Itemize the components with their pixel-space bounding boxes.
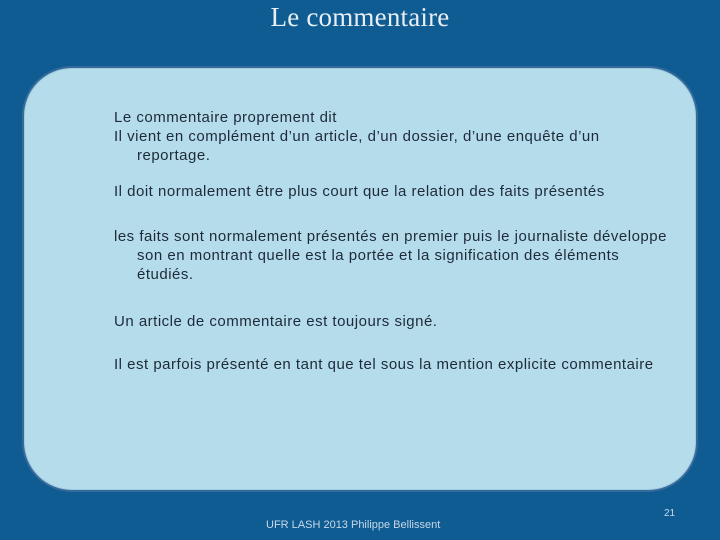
slide-number: 21 <box>664 508 676 519</box>
slide-title: Le commentaire <box>270 2 450 32</box>
paragraph-length: Il doit normalement être plus court que la relation des faits présentés <box>114 183 605 200</box>
paragraph-heading: Le commentaire proprement dit <box>114 109 337 126</box>
paragraph-signed: Un article de commentaire est toujours signé. <box>114 313 438 330</box>
paragraph-facts-order: les faits sont normalement présentés en premier puis le journaliste développe son en montrant quelle est la portée et la signification des éléments étudiés. <box>114 228 667 283</box>
paragraph-mention: Il est parfois présenté en tant que tel sous la mention explicite commentaire <box>114 356 654 373</box>
paragraph-complement: Il vient en complément d’un article, d’un dossier, d’une enquête d’un reportage. <box>114 128 600 164</box>
footer-text: UFR LASH 2013 Philippe Bellissent <box>266 519 441 531</box>
slide-body <box>114 108 674 374</box>
